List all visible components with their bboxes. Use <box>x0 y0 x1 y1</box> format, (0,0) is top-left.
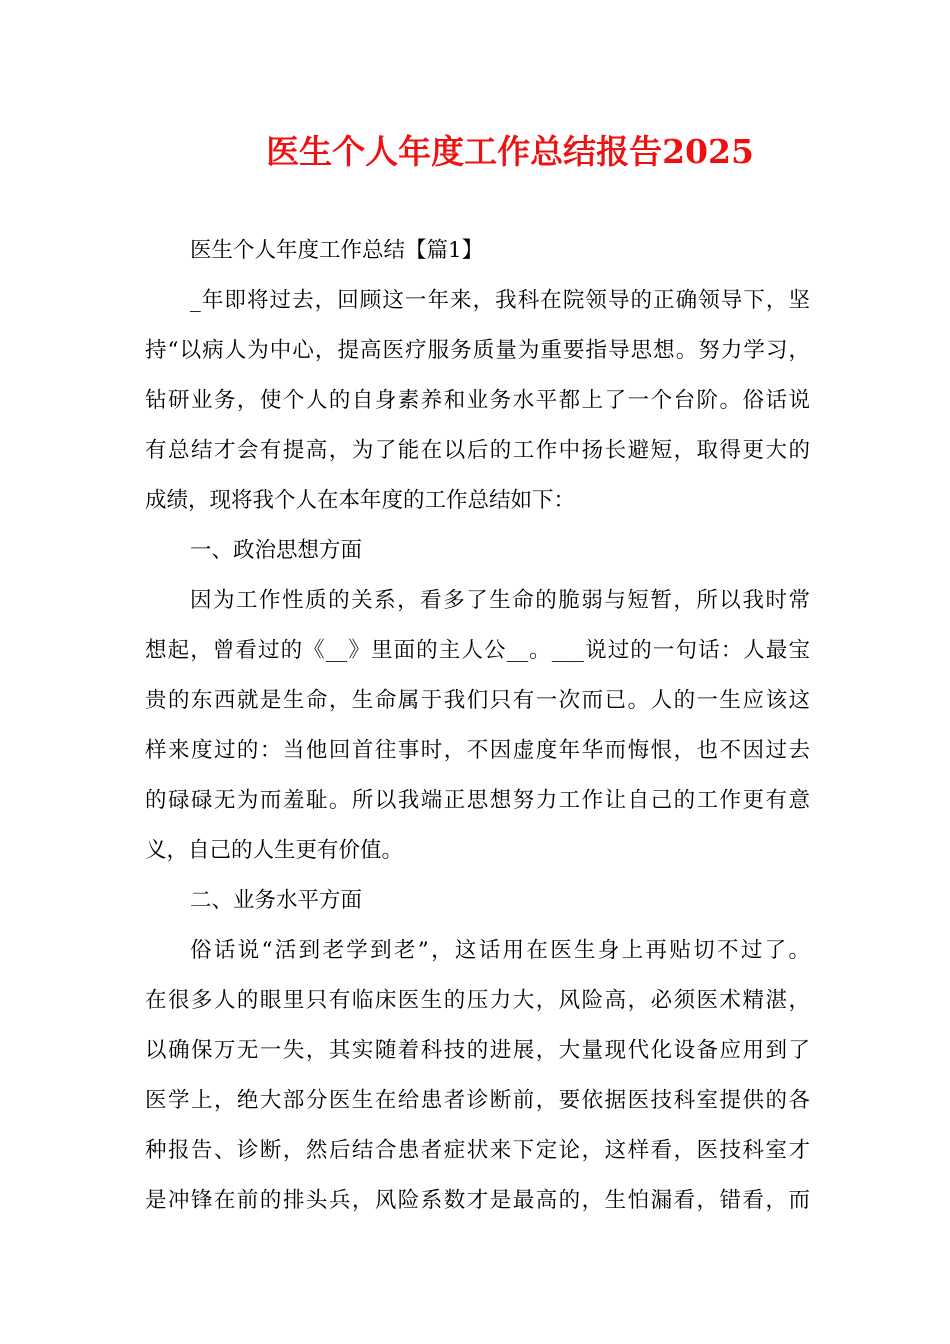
paragraph-line: 想起，曾看过的《__》里面的主人公__。___说过的一句话：人最宝 <box>145 638 810 663</box>
paragraph-line: 种报告、诊断，然后结合患者症状来下定论，这样看，医技科室才 <box>145 1138 810 1163</box>
paragraph-line: 的碌碌无为而羞耻。所以我端正思想努力工作让自己的工作更有意 <box>145 788 810 813</box>
section-heading: 医生个人年度工作总结【篇1】 <box>190 238 484 263</box>
paragraph-line: 在很多人的眼里只有临床医生的压力大，风险高，必须医术精湛， <box>145 988 810 1013</box>
paragraph-line: _年即将过去，回顾这一年来，我科在院领导的正确领导下，坚 <box>190 288 810 313</box>
paragraph-line: 持“以病人为中心，提高医疗服务质量为重要指导思想。努力学习， <box>145 338 810 363</box>
paragraph-line: 成绩，现将我个人在本年度的工作总结如下： <box>145 488 576 513</box>
document-title: 医生个人年度工作总结报告2025 <box>266 132 754 171</box>
paragraph-line: 是冲锋在前的排头兵，风险系数才是最高的，生怕漏看，错看，而 <box>145 1188 810 1213</box>
paragraph-line: 义，自己的人生更有价值。 <box>145 838 404 863</box>
paragraph-line: 样来度过的：当他回首往事时，不因虚度年华而悔恨，也不因过去 <box>145 738 810 763</box>
section-heading: 二、业务水平方面 <box>190 888 363 913</box>
paragraph-line: 以确保万无一失，其实随着科技的进展，大量现代化设备应用到了 <box>145 1038 810 1063</box>
paragraph-line: 有总结才会有提高，为了能在以后的工作中扬长避短，取得更大的 <box>145 438 810 463</box>
section-heading: 一、政治思想方面 <box>190 538 363 563</box>
paragraph-line: 贵的东西就是生命，生命属于我们只有一次而已。人的一生应该这 <box>145 688 810 713</box>
paragraph-line: 因为工作性质的关系，看多了生命的脆弱与短暂，所以我时常 <box>190 588 810 613</box>
document-body <box>145 226 810 1226</box>
paragraph-line: 钻研业务，使个人的自身素养和业务水平都上了一个台阶。俗话说 <box>145 388 810 413</box>
paragraph-line: 医学上，绝大部分医生在给患者诊断前，要依据医技科室提供的各 <box>145 1088 810 1113</box>
paragraph-line: 俗话说“活到老学到老”，这话用在医生身上再贴切不过了。 <box>190 938 810 963</box>
